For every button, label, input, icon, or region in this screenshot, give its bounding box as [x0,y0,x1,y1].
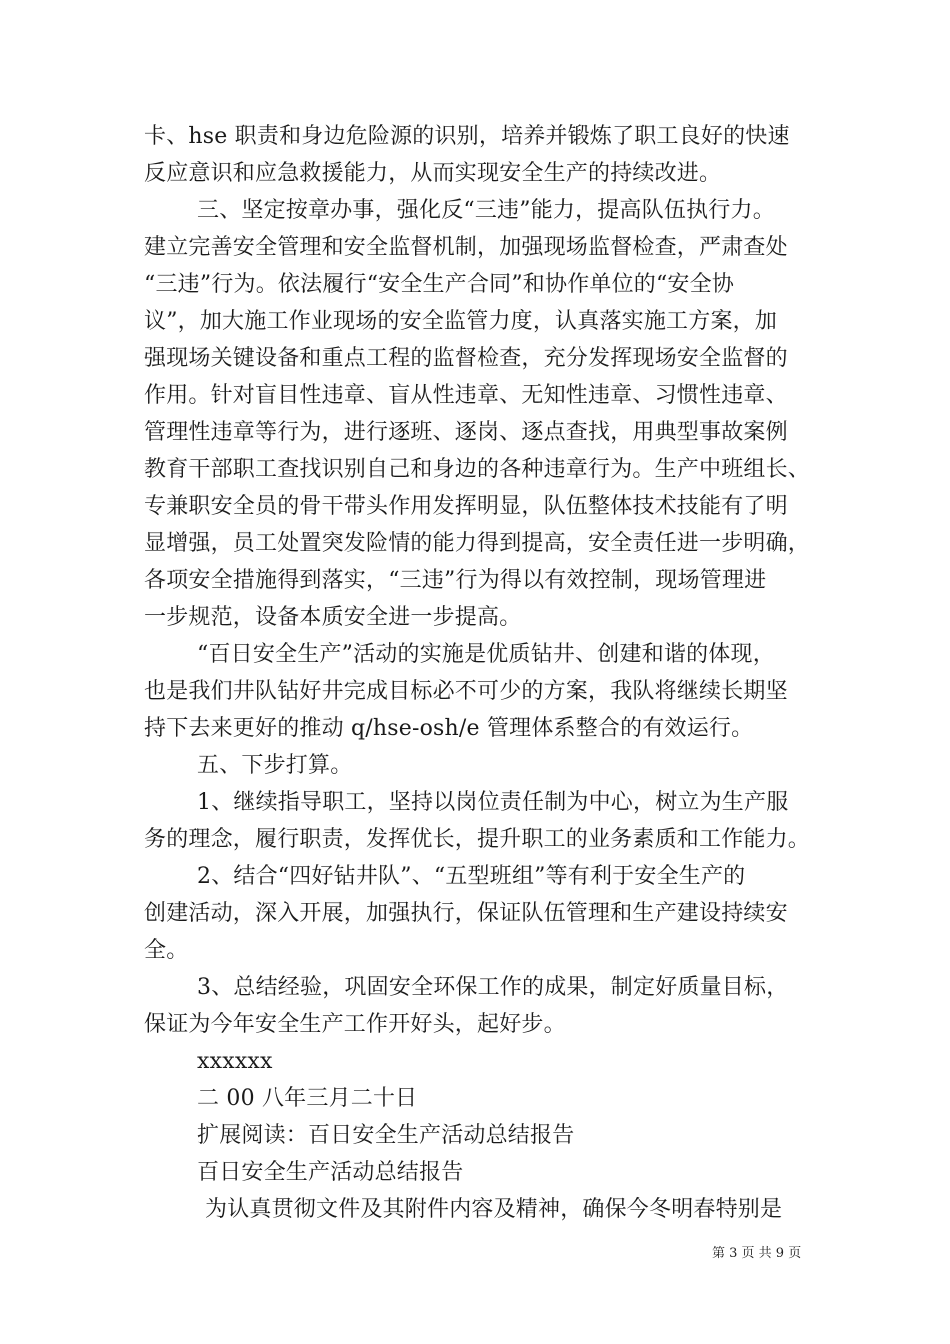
report-title: 百日安全生产活动总结报告 [197,1160,464,1185]
body-text-line: 全。 [144,938,189,963]
body-text-line: 务的理念，履行职责，发挥优长，提升职工的业务素质和工作能力。 [144,827,811,852]
body-text-line: 各项安全措施得到落实，“三违”行为得以有效控制，现场管理进 [144,568,767,593]
body-text-line: 一步规范，设备本质安全进一步提高。 [144,605,522,630]
body-text-line: 创建活动，深入开展，加强执行，保证队伍管理和生产建设持续安 [144,901,788,926]
body-text-line: 强现场关键设备和重点工程的监督检查，充分发挥现场安全监督的 [144,346,788,371]
signature-date: 二 00 八年三月二十日 [197,1086,418,1111]
section-heading-5: 五、下步打算。 [197,753,353,778]
body-text-line: 为认真贯彻文件及其附件内容及精神，确保今冬明春特别是 [205,1197,783,1222]
body-text-line: 也是我们井队钻好井完成目标必不可少的方案，我队将继续长期坚 [144,679,788,704]
list-item-1: 1、继续指导职工，坚持以岗位责任制为中心，树立为生产服 [197,790,789,815]
signature-name: xxxxxx [197,1049,273,1074]
page-number-footer: 第 3 页 共 9 页 [712,1246,802,1261]
body-text-line: 作用。针对盲目性违章、盲从性违章、无知性违章、习惯性违章、 [144,383,788,408]
body-text-line: 管理性违章等行为，进行逐班、逐岗、逐点查找，用典型事故案例 [144,420,788,445]
body-text-line: “三违”行为。依法履行“安全生产合同”和协作单位的“安全协 [144,272,735,297]
extended-reading-heading: 扩展阅读：百日安全生产活动总结报告 [197,1123,575,1148]
body-text-line: “百日安全生产”活动的实施是优质钻井、创建和谐的体现， [197,642,775,667]
body-text-line: 卡、hse 职责和身边危险源的识别，培养并锻炼了职工良好的快速 [144,124,790,149]
list-item-3: 3、总结经验，巩固安全环保工作的成果，制定好质量目标， [197,975,789,1000]
section-heading-3: 三、坚定按章办事，强化反“三违”能力，提高队伍执行力。 [197,198,775,223]
body-text-line: 教育干部职工查找识别自己和身边的各种违章行为。生产中班组长、 [144,457,811,482]
list-item-2: 2、结合“四好钻井队”、“五型班组”等有利于安全生产的 [197,864,746,889]
body-text-line: 显增强，员工处置突发险情的能力得到提高，安全责任进一步明确， [144,531,811,556]
body-text-line: 专兼职安全员的骨干带头作用发挥明显，队伍整体技术技能有了明 [144,494,788,519]
body-text-line: 反应意识和应急救援能力，从而实现安全生产的持续改进。 [144,161,722,186]
body-text-line: 保证为今年安全生产工作开好头，起好步。 [144,1012,566,1037]
body-text-line: 建立完善安全管理和安全监督机制，加强现场监督检查，严肃查处 [144,235,788,260]
body-text-line: 持下去来更好的推动 q/hse-osh/e 管理体系整合的有效运行。 [144,716,754,741]
body-text-line: 议”，加大施工作业现场的安全监管力度，认真落实施工方案，加 [144,309,778,334]
